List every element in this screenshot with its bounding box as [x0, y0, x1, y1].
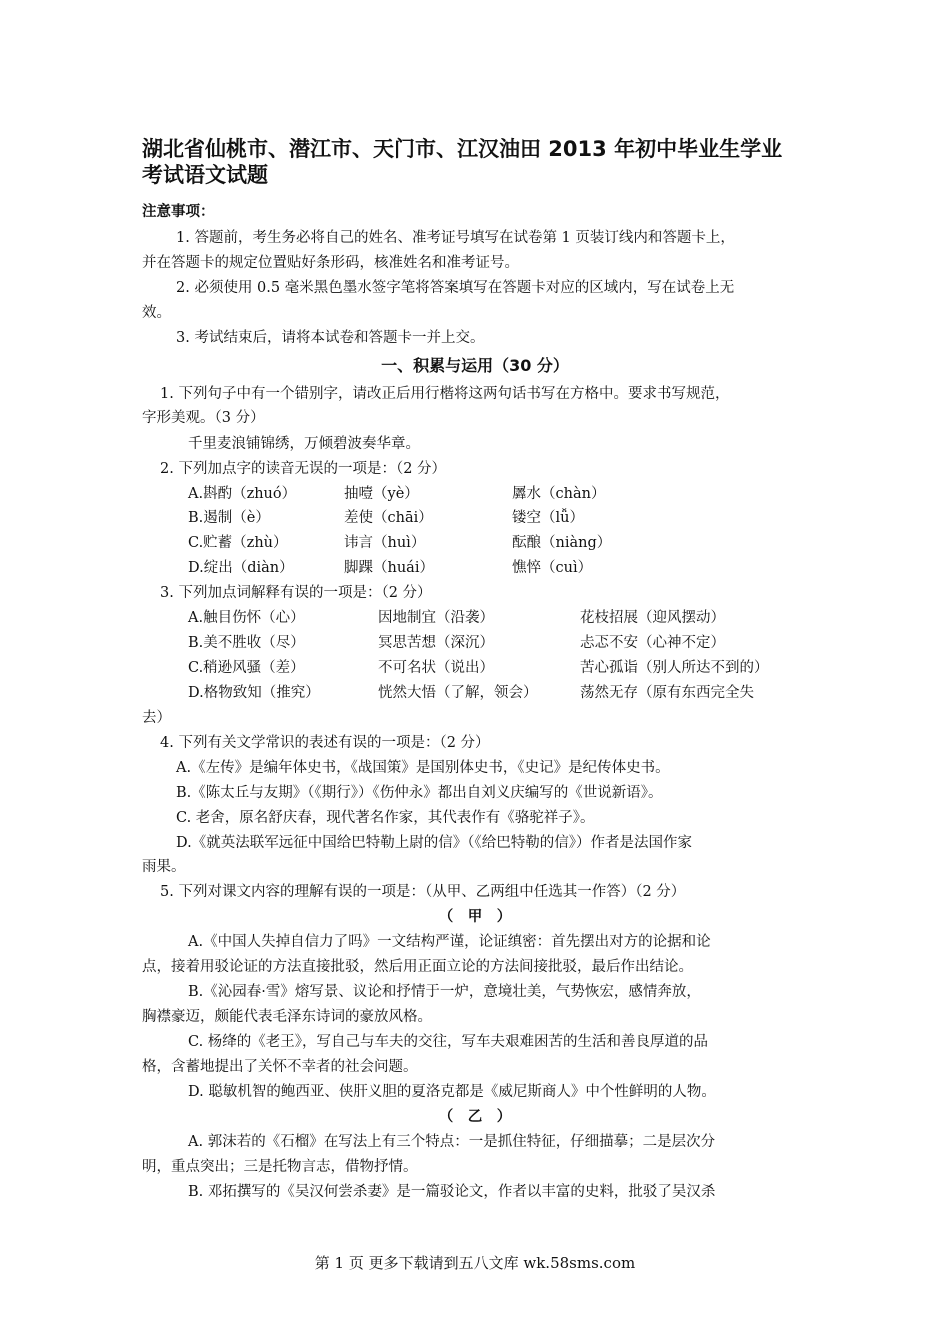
q3-option: B.美不胜收（尽）	[188, 635, 305, 651]
q3-tail: 去）	[142, 710, 171, 726]
notice-line: 2. 必须使用 0.5 毫米黑色墨水签字笔将答案填写在答题卡对应的区域内，写在试卷上无	[176, 280, 735, 296]
q3-option: D.格物致知（推究）	[188, 685, 320, 701]
question-1-cont: 字形美观。（3 分）	[142, 410, 265, 426]
q3-option: 冥思苦想（深沉）	[378, 635, 494, 651]
question-3: 3. 下列加点词解释有误的一项是：（2 分）	[160, 585, 432, 601]
q3-option: A.触目伤怀（心）	[188, 610, 305, 626]
jia-item-cont: 格，含蓄地提出了关怀不幸者的社会问题。	[142, 1059, 418, 1075]
jia-item: A.《中国人失掉自信力了吗》一文结构严谨，论证缜密：首先摆出对方的论据和论	[188, 934, 711, 950]
q3-option: 不可名状（说出）	[378, 660, 494, 676]
q2-option: 讳言（huì）	[344, 535, 426, 551]
q2-option: 酝酿（niàng）	[512, 535, 612, 551]
q3-option: 苦心孤诣（别人所达不到的）	[580, 660, 769, 676]
q2-option: 憔悴（cuì）	[512, 560, 593, 576]
q4-option: B.《陈太丘与友期》（《期行》）《伤仲永》都出自刘义庆编写的《世说新语》。	[176, 785, 663, 801]
question-1: 1. 下列句子中有一个错别字，请改正后用行楷将这两句话书写在方格中。要求书写规范，	[160, 386, 730, 402]
yi-item: B. 邓拓撰写的《吴汉何尝杀妻》是一篇驳论文，作者以丰富的史料，批驳了吴汉杀	[188, 1184, 716, 1200]
group-yi-heading: （ 乙 ）	[438, 1109, 512, 1125]
section-heading: 一、积累与运用（30 分）	[381, 356, 569, 375]
question-5: 5. 下列对课文内容的理解有误的一项是：（从甲、乙两组中任选其一作答）（2 分）	[160, 884, 686, 900]
yi-item-cont: 明，重点突出；三是托物言志，借物抒情。	[142, 1159, 418, 1175]
q2-option: 抽噎（yè）	[344, 486, 419, 502]
q4-option: A.《左传》是编年体史书，《战国策》是国别体史书，《史记》是纪传体史书。	[176, 760, 670, 776]
q4-option: C. 老舍，原名舒庆春，现代著名作家，其代表作有《骆驼祥子》。	[176, 810, 595, 826]
q2-option: A.斟酌（zhuó）	[188, 486, 297, 502]
q2-option: 羼水（chàn）	[512, 486, 606, 502]
title-line-2: 考试语文试题	[142, 163, 268, 187]
q4-option: D.《就英法联军远征中国给巴特勒上尉的信》（《给巴特勒的信》）作者是法国作家	[176, 835, 692, 851]
q3-option: 恍然大悟（了解，领会）	[378, 685, 538, 701]
q2-option: 差使（chāi）	[344, 510, 433, 526]
document-title	[142, 136, 842, 188]
page-footer: 第 1 页 更多下载请到五八文库 wk.58sms.com	[314, 1254, 636, 1272]
jia-item: D. 聪敏机智的鲍西亚、侠肝义胆的夏洛克都是《威尼斯商人》中个性鲜明的人物。	[188, 1084, 716, 1100]
q3-option: 因地制宜（沿袭）	[378, 610, 494, 626]
question-1-sentence: 千里麦浪铺锦绣，万倾碧波奏华章。	[188, 436, 420, 452]
q2-option: 镂空（lǚ）	[512, 510, 584, 526]
title-line-1: 湖北省仙桃市、潜江市、天门市、江汉油田 2013 年初中毕业生学业	[142, 137, 783, 161]
notice-line: 1. 答题前，考生务必将自己的姓名、准考证号填写在试卷第 1 页装订线内和答题卡上，	[176, 230, 735, 246]
question-4: 4. 下列有关文学常识的表述有误的一项是：（2 分）	[160, 735, 490, 751]
q2-option: D.绽出（diàn）	[188, 560, 294, 576]
jia-item: B.《沁园春·雪》熔写景、议论和抒情于一炉，意境壮美，气势恢宏，感情奔放，	[188, 984, 701, 1000]
notice-line: 效。	[142, 305, 171, 321]
q3-option: 忐忑不安（心神不定）	[580, 635, 725, 651]
notice-line: 并在答题卡的规定位置贴好条形码，核准姓名和准考证号。	[142, 255, 519, 271]
q4-option-cont: 雨果。	[142, 859, 186, 875]
notice-line: 3. 考试结束后，请将本试卷和答题卡一并上交。	[176, 330, 485, 346]
q2-option: C.贮蓄（zhù）	[188, 535, 288, 551]
q2-option: B.遏制（è）	[188, 510, 270, 526]
q3-option: 荡然无存（原有东西完全失	[580, 685, 754, 701]
yi-item: A. 郭沫若的《石榴》在写法上有三个特点：一是抓住特征，仔细描摹；二是层次分	[188, 1134, 716, 1150]
q3-option: C.稍逊风骚（差）	[188, 660, 305, 676]
q3-option: 花枝招展（迎风摆动）	[580, 610, 725, 626]
notice-heading: 注意事项：	[142, 204, 215, 220]
group-jia-heading: （ 甲 ）	[438, 909, 512, 925]
jia-item-cont: 胸襟豪迈，颇能代表毛泽东诗词的豪放风格。	[142, 1009, 432, 1025]
jia-item-cont: 点，接着用驳论证的方法直接批驳，然后用正面立论的方法间接批驳，最后作出结论。	[142, 959, 693, 975]
question-2: 2. 下列加点字的读音无误的一项是：（2 分）	[160, 461, 447, 477]
q2-option: 脚踝（huái）	[344, 560, 434, 576]
jia-item: C. 杨绛的《老王》，写自己与车夫的交往，写车夫艰难困苦的生活和善良厚道的品	[188, 1034, 709, 1050]
